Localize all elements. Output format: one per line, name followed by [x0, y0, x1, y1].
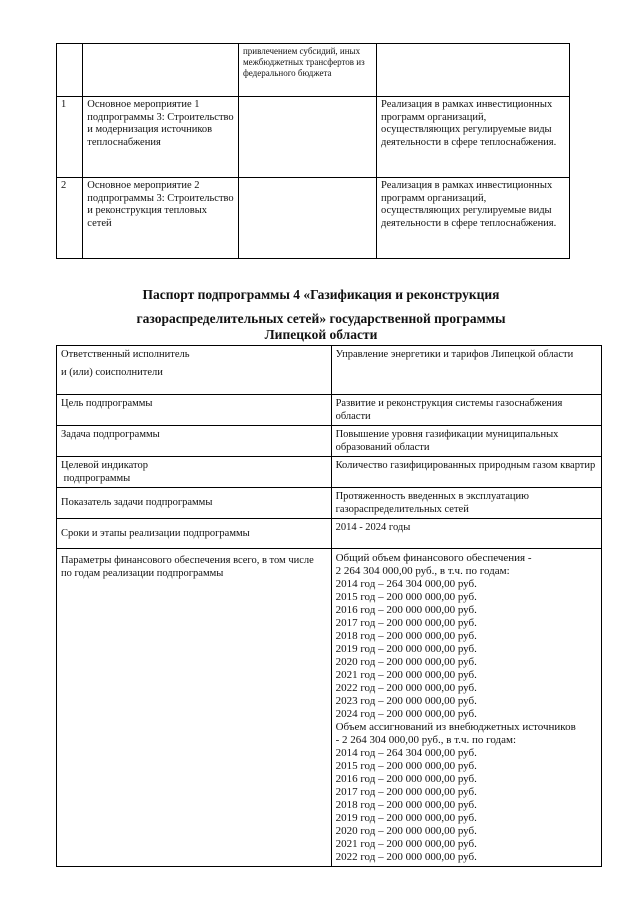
finance-line: 2014 год – 264 304 000,00 руб. — [335, 747, 477, 759]
passport-title-line-2: газораспределительных сетей» государственной программы — [136, 311, 506, 326]
table-row — [57, 549, 602, 867]
finance-label-cell: Параметры финансового обеспечения всего, в том числе по годам реализации подпрограммы — [57, 549, 332, 867]
funding-source-cell — [238, 97, 376, 178]
table-row — [57, 488, 602, 519]
executor-label-line-1: Ответственный исполнитель — [61, 349, 190, 360]
finance-line: 2022 год – 200 000 000,00 руб. — [335, 851, 477, 863]
funding-source-cell: привлечением субсидий, иных межбюджетных трансфертов из федерального бюджета — [238, 44, 376, 97]
task-index-value-cell: Протяженность введенных в эксплуатацию газораспределительных сетей — [331, 488, 601, 519]
indicator-label-cell — [57, 457, 332, 488]
table-row — [57, 457, 602, 488]
goal-label-cell: Цель подпрограммы — [57, 395, 332, 426]
activities-table — [56, 43, 570, 259]
row-number-cell — [57, 44, 83, 97]
table-row — [57, 178, 570, 259]
row-number-cell: 2 — [57, 178, 83, 259]
result-cell: Реализация в рамках инвестиционных программ организаций, осуществляющих регулируемые виды деятельности в сфере теплоснабжения. — [377, 97, 570, 178]
finance-line: 2015 год – 200 000 000,00 руб. — [335, 591, 477, 603]
task-label-cell: Задача подпрограммы — [57, 426, 332, 457]
indicator-value-cell: Количество газифицированных природным газом квартир — [331, 457, 601, 488]
result-cell: Реализация в рамках инвестиционных программ организаций, осуществляющих регулируемые виды деятельности в сфере теплоснабжения. — [377, 178, 570, 259]
goal-value-cell: Развитие и реконструкция системы газоснабжения области — [331, 395, 601, 426]
table-row — [57, 97, 570, 178]
finance-line: 2021 год – 200 000 000,00 руб. — [335, 838, 477, 850]
result-cell — [377, 44, 570, 97]
terms-label-cell: Сроки и этапы реализации подпрограммы — [57, 519, 332, 549]
finance-line: 2019 год – 200 000 000,00 руб. — [335, 812, 477, 824]
activity-name-cell: Основное мероприятие 2 подпрограммы 3: Строительство и реконструкция тепловых сетей — [83, 178, 239, 259]
table-row — [57, 44, 570, 97]
finance-line: 2016 год – 200 000 000,00 руб. — [335, 773, 477, 785]
finance-line: 2023 год – 200 000 000,00 руб. — [335, 695, 477, 707]
finance-line: - 2 264 304 000,00 руб., в т.ч. по годам: — [335, 734, 517, 746]
task-index-label-cell: Показатель задачи подпрограммы — [57, 488, 332, 519]
indicator-label-line-2: подпрограммы — [61, 472, 131, 484]
passport-table — [56, 345, 602, 867]
passport-title-line-1: Паспорт подпрограммы 4 «Газификация и реконструкция — [142, 287, 500, 302]
finance-value-cell — [331, 549, 601, 867]
finance-line: 2020 год – 200 000 000,00 руб. — [335, 825, 477, 837]
terms-value-cell: 2014 - 2024 годы — [331, 519, 601, 549]
executor-value-cell: Управление энергетики и тарифов Липецкой области — [331, 346, 601, 395]
finance-line: 2022 год – 200 000 000,00 руб. — [335, 682, 477, 694]
funding-source-cell — [238, 178, 376, 259]
finance-line: 2014 год – 264 304 000,00 руб. — [335, 578, 477, 590]
finance-line: Объем ассигнований из внебюджетных источников — [335, 721, 576, 733]
finance-line: 2016 год – 200 000 000,00 руб. — [335, 604, 477, 616]
finance-line: 2018 год – 200 000 000,00 руб. — [335, 630, 477, 642]
finance-line: 2015 год – 200 000 000,00 руб. — [335, 760, 477, 772]
passport-title-line-3: Липецкой области — [264, 327, 378, 342]
finance-line: Общий объем финансового обеспечения - — [335, 552, 532, 564]
activity-name-cell — [83, 44, 239, 97]
table-row — [57, 426, 602, 457]
finance-line: 2019 год – 200 000 000,00 руб. — [335, 643, 477, 655]
finance-line: 2024 год – 200 000 000,00 руб. — [335, 708, 477, 720]
row-number-cell: 1 — [57, 97, 83, 178]
table-row — [57, 519, 602, 549]
finance-line: 2020 год – 200 000 000,00 руб. — [335, 656, 477, 668]
task-value-cell: Повышение уровня газификации муниципальных образований области — [331, 426, 601, 457]
indicator-label-line-1: Целевой индикатор — [61, 460, 149, 471]
table-row — [57, 346, 602, 395]
finance-line: 2017 год – 200 000 000,00 руб. — [335, 786, 477, 798]
finance-line: 2 264 304 000,00 руб., в т.ч. по годам: — [335, 565, 510, 577]
finance-line: 2017 год – 200 000 000,00 руб. — [335, 617, 477, 629]
executor-label-cell — [57, 346, 332, 395]
finance-line: 2018 год – 200 000 000,00 руб. — [335, 799, 477, 811]
activity-name-cell: Основное мероприятие 1 подпрограммы 3: Строительство и модернизация источников теплоснабжения — [83, 97, 239, 178]
finance-line: 2021 год – 200 000 000,00 руб. — [335, 669, 477, 681]
table-row — [57, 395, 602, 426]
executor-label-line-2: и (или) соисполнители — [61, 366, 163, 378]
